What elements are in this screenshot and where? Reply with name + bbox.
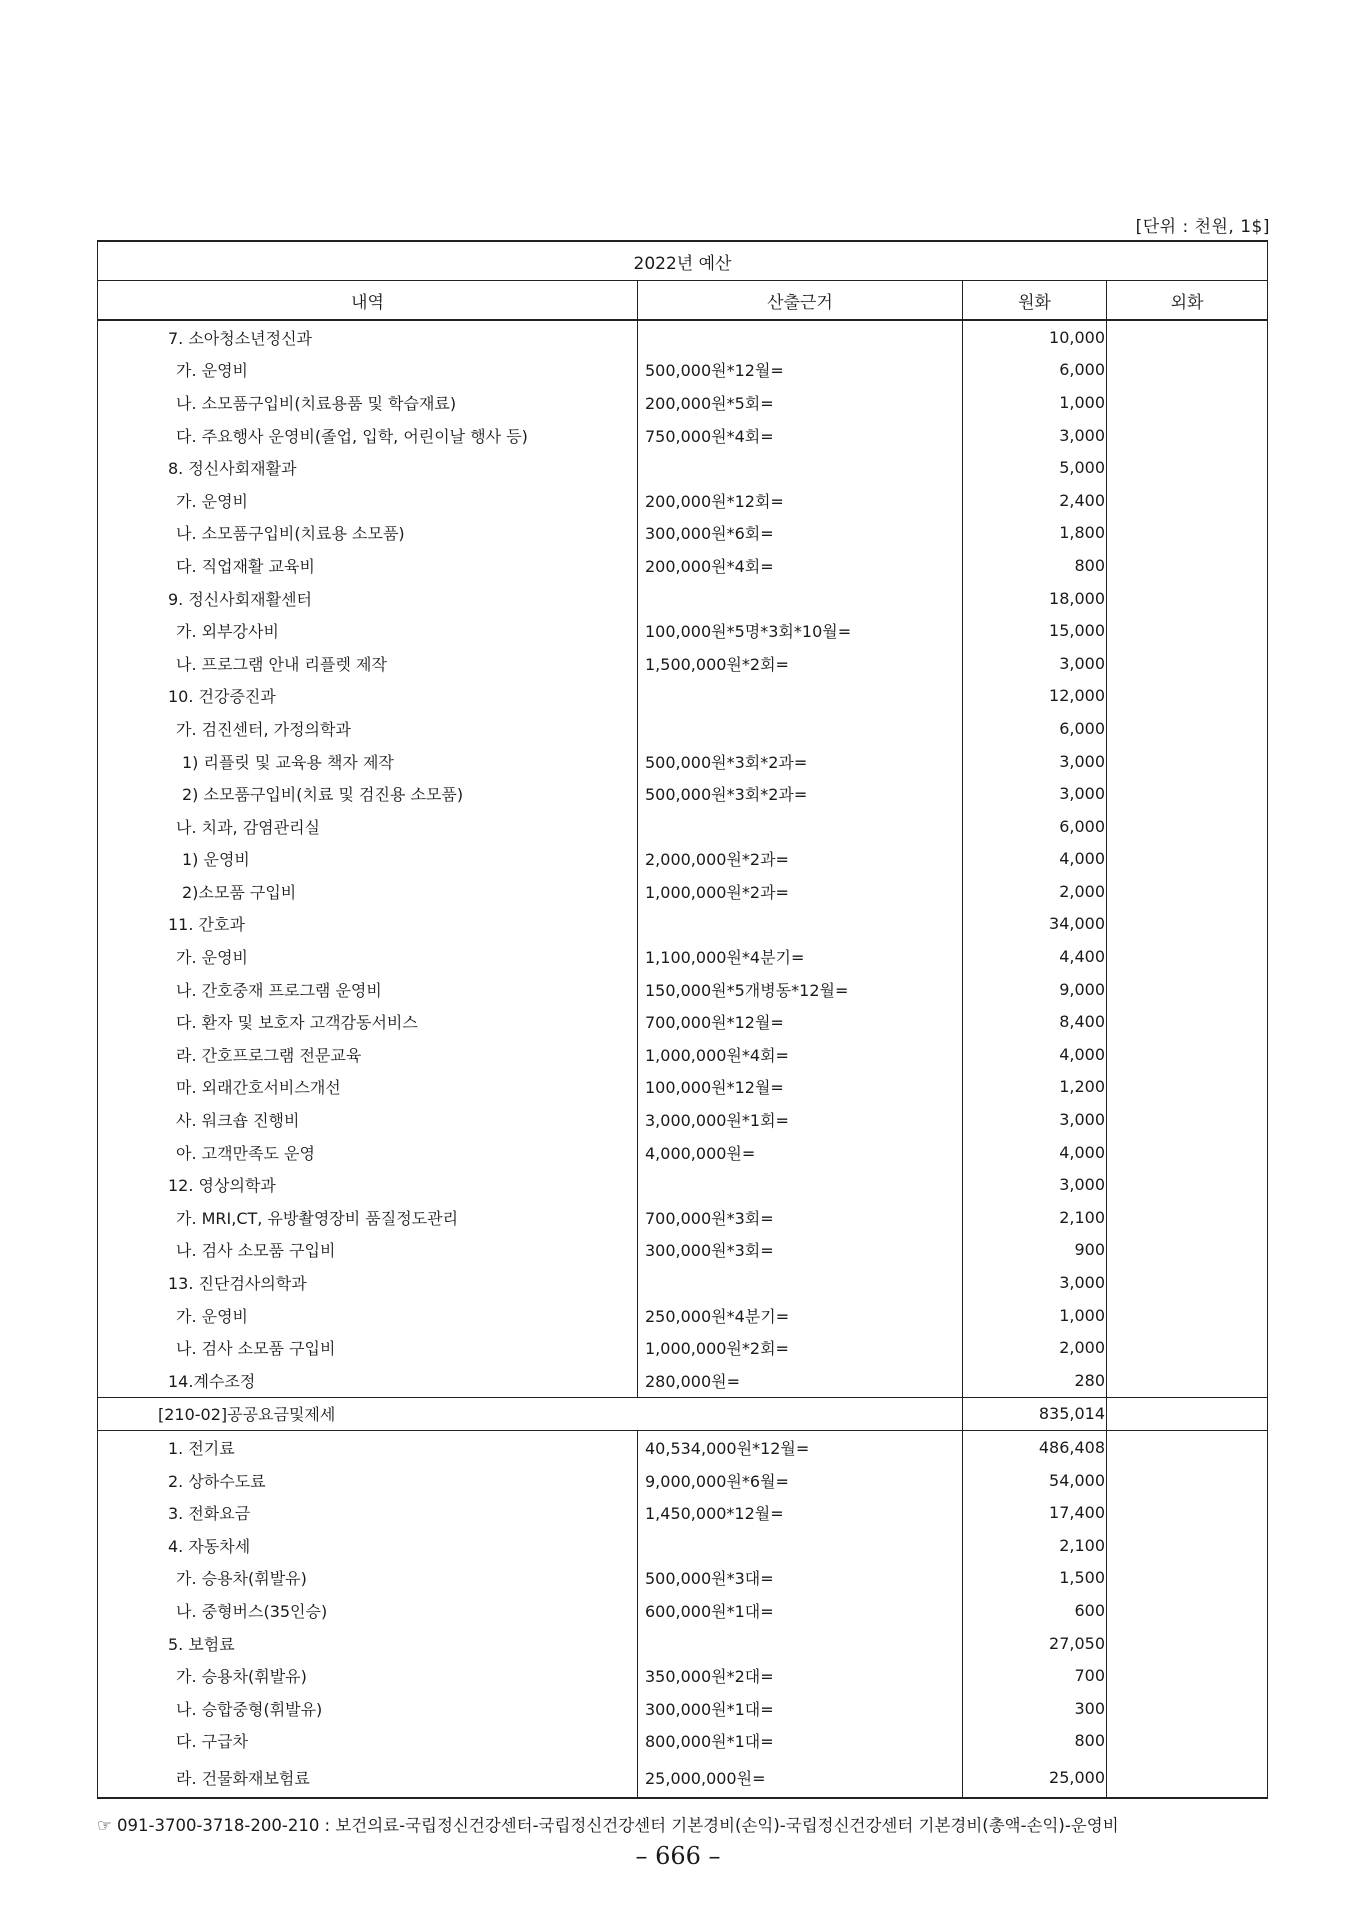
- table-row: [98, 1234, 1268, 1267]
- row-foreign: [1107, 1136, 1268, 1169]
- row-krw: 3,000: [963, 1266, 1107, 1299]
- table-row: [98, 582, 1268, 615]
- row-description: 2. 상하수도료: [98, 1464, 638, 1497]
- row-krw: 1,800: [963, 517, 1107, 550]
- row-foreign: [1107, 1038, 1268, 1071]
- table-row: [98, 1364, 1268, 1397]
- row-description: 2)소모품 구입비: [98, 875, 638, 908]
- table-row: [98, 1168, 1268, 1201]
- row-basis: 500,000원*3회*2과=: [638, 777, 963, 810]
- row-description: 11. 간호과: [98, 908, 638, 941]
- row-krw: 486,408: [963, 1431, 1107, 1464]
- row-basis: 600,000원*1대=: [638, 1594, 963, 1627]
- table-row: [98, 320, 1268, 354]
- row-description: 나. 소모품구입비(치료용 소모품): [98, 517, 638, 550]
- row-foreign: [1107, 1364, 1268, 1397]
- row-description: 사. 워크숍 진행비: [98, 1103, 638, 1136]
- row-krw: 4,000: [963, 843, 1107, 876]
- row-foreign: [1107, 1005, 1268, 1038]
- row-description: 나. 소모품구입비(치료용품 및 학습재료): [98, 386, 638, 419]
- row-basis: 150,000원*5개병동*12월=: [638, 973, 963, 1006]
- row-krw: 54,000: [963, 1464, 1107, 1497]
- row-description: 가. MRI,CT, 유방촬영장비 품질정도관리: [98, 1201, 638, 1234]
- row-basis: 1,000,000원*2회=: [638, 1331, 963, 1364]
- row-description: 12. 영상의학과: [98, 1168, 638, 1201]
- row-basis: 750,000원*4회=: [638, 419, 963, 452]
- table-row: [98, 973, 1268, 1006]
- table-row: [98, 1299, 1268, 1332]
- row-krw: 9,000: [963, 973, 1107, 1006]
- row-description: 9. 정신사회재활센터: [98, 582, 638, 615]
- row-description: 아. 고객만족도 운영: [98, 1136, 638, 1169]
- row-basis: 1,100,000원*4분기=: [638, 940, 963, 973]
- table-row: [98, 1464, 1268, 1497]
- row-basis: [638, 1266, 963, 1299]
- row-foreign: [1107, 1299, 1268, 1332]
- row-basis: 200,000원*4회=: [638, 549, 963, 582]
- table-row: [98, 843, 1268, 876]
- row-foreign: [1107, 614, 1268, 647]
- row-foreign: [1107, 810, 1268, 843]
- row-krw: 1,500: [963, 1562, 1107, 1595]
- row-basis: [638, 1168, 963, 1201]
- row-description: 가. 승용차(휘발유): [98, 1562, 638, 1595]
- table-row: [98, 354, 1268, 387]
- row-krw: 300: [963, 1692, 1107, 1725]
- row-foreign: [1107, 1168, 1268, 1201]
- row-foreign: [1107, 1234, 1268, 1267]
- row-krw: 3,000: [963, 647, 1107, 680]
- row-description: 가. 승용차(휘발유): [98, 1659, 638, 1692]
- row-krw: 700: [963, 1659, 1107, 1692]
- row-description: 나. 검사 소모품 구입비: [98, 1331, 638, 1364]
- section-title: [210-02]공공요금및제세: [98, 1397, 963, 1431]
- table-row: [98, 451, 1268, 484]
- table-row: [98, 1757, 1268, 1798]
- row-basis: 40,534,000원*12월=: [638, 1431, 963, 1464]
- row-foreign: [1107, 549, 1268, 582]
- row-basis: [638, 712, 963, 745]
- row-description: 14.계수조정: [98, 1364, 638, 1397]
- row-foreign: [1107, 1562, 1268, 1595]
- table-row: [98, 1005, 1268, 1038]
- row-basis: [638, 320, 963, 354]
- section-total: 835,014: [963, 1397, 1107, 1431]
- row-foreign: [1107, 908, 1268, 941]
- row-basis: 1,450,000*12월=: [638, 1496, 963, 1529]
- row-description: 가. 운영비: [98, 1299, 638, 1332]
- table-row: [98, 1103, 1268, 1136]
- table-row: [98, 875, 1268, 908]
- row-basis: 9,000,000원*6월=: [638, 1464, 963, 1497]
- row-description: 2) 소모품구입비(치료 및 검진용 소모품): [98, 777, 638, 810]
- row-description: 1) 리플릿 및 교육용 책자 제작: [98, 745, 638, 778]
- row-description: 1. 전기료: [98, 1431, 638, 1464]
- row-krw: 17,400: [963, 1496, 1107, 1529]
- table-row: [98, 1529, 1268, 1562]
- row-krw: 3,000: [963, 745, 1107, 778]
- row-foreign: [1107, 484, 1268, 517]
- section-foreign: [1107, 1397, 1268, 1431]
- row-description: 나. 검사 소모품 구입비: [98, 1234, 638, 1267]
- row-basis: 500,000원*3회*2과=: [638, 745, 963, 778]
- table-row: [98, 1659, 1268, 1692]
- row-basis: 500,000원*3대=: [638, 1562, 963, 1595]
- row-foreign: [1107, 354, 1268, 387]
- row-basis: 1,000,000원*4회=: [638, 1038, 963, 1071]
- table-row: [98, 1692, 1268, 1725]
- row-basis: 2,000,000원*2과=: [638, 843, 963, 876]
- row-krw: 5,000: [963, 451, 1107, 484]
- budget-rows-utility-part1: [98, 320, 1268, 1397]
- row-foreign: [1107, 1331, 1268, 1364]
- row-foreign: [1107, 1431, 1268, 1464]
- table-row: [98, 419, 1268, 452]
- row-krw: 27,050: [963, 1627, 1107, 1660]
- row-foreign: [1107, 582, 1268, 615]
- row-foreign: [1107, 1496, 1268, 1529]
- row-basis: 300,000원*6회=: [638, 517, 963, 550]
- row-description: 다. 주요행사 운영비(졸업, 입학, 어린이날 행사 등): [98, 419, 638, 452]
- table-row: [98, 1136, 1268, 1169]
- account-code-footnote: ☞ 091-3700-3718-200-210 : 보건의료-국립정신건강센터-국립정신건강센터 기본경비(손익)-국립정신건강센터 기본경비(총액-손익)-운영비: [97, 1816, 1119, 1835]
- table-row: [98, 1594, 1268, 1627]
- row-krw: 800: [963, 1725, 1107, 1758]
- row-krw: 2,000: [963, 1331, 1107, 1364]
- table-row: [98, 484, 1268, 517]
- row-basis: 3,000,000원*1회=: [638, 1103, 963, 1136]
- row-foreign: [1107, 1071, 1268, 1104]
- row-foreign: [1107, 1757, 1268, 1798]
- row-description: 4. 자동차세: [98, 1529, 638, 1562]
- table-row: [98, 517, 1268, 550]
- row-description: 1) 운영비: [98, 843, 638, 876]
- row-foreign: [1107, 940, 1268, 973]
- row-krw: 2,000: [963, 875, 1107, 908]
- row-foreign: [1107, 1103, 1268, 1136]
- row-description: 마. 외래간호서비스개선: [98, 1071, 638, 1104]
- row-description: 다. 직업재활 교육비: [98, 549, 638, 582]
- unit-note: [단위 : 천원, 1$]: [1135, 217, 1270, 237]
- row-basis: [638, 810, 963, 843]
- table-row: [98, 1627, 1268, 1660]
- row-krw: 10,000: [963, 320, 1107, 354]
- row-krw: 600: [963, 1594, 1107, 1627]
- table-row: [98, 777, 1268, 810]
- row-krw: 800: [963, 549, 1107, 582]
- row-foreign: [1107, 843, 1268, 876]
- row-krw: 1,000: [963, 386, 1107, 419]
- row-foreign: [1107, 1692, 1268, 1725]
- row-krw: 2,100: [963, 1529, 1107, 1562]
- row-description: 나. 치과, 감염관리실: [98, 810, 638, 843]
- row-description: 나. 간호중재 프로그램 운영비: [98, 973, 638, 1006]
- row-krw: 3,000: [963, 419, 1107, 452]
- row-description: 8. 정신사회재활과: [98, 451, 638, 484]
- row-krw: 6,000: [963, 712, 1107, 745]
- row-basis: 700,000원*12월=: [638, 1005, 963, 1038]
- table-row: [98, 1071, 1268, 1104]
- row-foreign: [1107, 1201, 1268, 1234]
- row-foreign: [1107, 1529, 1268, 1562]
- header-krw: 원화: [963, 281, 1107, 321]
- row-krw: 18,000: [963, 582, 1107, 615]
- table-row: [98, 549, 1268, 582]
- row-basis: 25,000,000원=: [638, 1757, 963, 1798]
- row-foreign: [1107, 1594, 1268, 1627]
- row-krw: 2,400: [963, 484, 1107, 517]
- row-foreign: [1107, 777, 1268, 810]
- row-krw: 34,000: [963, 908, 1107, 941]
- row-foreign: [1107, 712, 1268, 745]
- budget-section: [98, 1397, 1268, 1431]
- row-basis: 4,000,000원=: [638, 1136, 963, 1169]
- row-description: 나. 프로그램 안내 리플렛 제작: [98, 647, 638, 680]
- row-krw: 12,000: [963, 680, 1107, 713]
- row-krw: 4,000: [963, 1038, 1107, 1071]
- row-basis: [638, 1627, 963, 1660]
- table-row: [98, 680, 1268, 713]
- row-basis: 200,000원*5회=: [638, 386, 963, 419]
- row-krw: 4,400: [963, 940, 1107, 973]
- table-row: [98, 614, 1268, 647]
- row-krw: 2,100: [963, 1201, 1107, 1234]
- row-basis: 250,000원*4분기=: [638, 1299, 963, 1332]
- row-basis: 800,000원*1대=: [638, 1725, 963, 1758]
- row-basis: [638, 582, 963, 615]
- row-description: 가. 운영비: [98, 354, 638, 387]
- row-krw: 3,000: [963, 777, 1107, 810]
- row-description: 나. 승합중형(휘발유): [98, 1692, 638, 1725]
- table-row: [98, 1038, 1268, 1071]
- row-foreign: [1107, 875, 1268, 908]
- row-foreign: [1107, 1266, 1268, 1299]
- row-krw: 280: [963, 1364, 1107, 1397]
- table-title: 2022년 예산: [98, 241, 1268, 281]
- row-basis: [638, 680, 963, 713]
- table-row: [98, 940, 1268, 973]
- table-row: [98, 386, 1268, 419]
- row-basis: 1,000,000원*2과=: [638, 875, 963, 908]
- row-foreign: [1107, 451, 1268, 484]
- table-row: [98, 647, 1268, 680]
- row-basis: 200,000원*12회=: [638, 484, 963, 517]
- header-description: 내역: [98, 281, 638, 321]
- row-foreign: [1107, 1659, 1268, 1692]
- row-description: 가. 외부강사비: [98, 614, 638, 647]
- row-foreign: [1107, 647, 1268, 680]
- row-basis: [638, 908, 963, 941]
- row-description: 3. 전화요금: [98, 1496, 638, 1529]
- row-krw: 6,000: [963, 354, 1107, 387]
- row-basis: 500,000원*12월=: [638, 354, 963, 387]
- row-description: 나. 중형버스(35인승): [98, 1594, 638, 1627]
- budget-table: [97, 240, 1268, 1799]
- row-description: 다. 환자 및 보호자 고객감동서비스: [98, 1005, 638, 1038]
- table-row: [98, 1562, 1268, 1595]
- table-row: [98, 1431, 1268, 1464]
- table-row: [98, 1201, 1268, 1234]
- row-krw: 900: [963, 1234, 1107, 1267]
- row-description: 라. 간호프로그램 전문교육: [98, 1038, 638, 1071]
- row-description: 5. 보험료: [98, 1627, 638, 1660]
- row-basis: 100,000원*12월=: [638, 1071, 963, 1104]
- row-krw: 8,400: [963, 1005, 1107, 1038]
- row-description: 라. 건물화재보험료: [98, 1757, 638, 1798]
- row-description: 13. 진단검사의학과: [98, 1266, 638, 1299]
- table-row: [98, 1331, 1268, 1364]
- table-row: [98, 712, 1268, 745]
- row-foreign: [1107, 1464, 1268, 1497]
- row-description: 10. 건강증진과: [98, 680, 638, 713]
- row-description: 7. 소아청소년정신과: [98, 320, 638, 354]
- page-number: – 666 –: [635, 1842, 721, 1870]
- row-foreign: [1107, 680, 1268, 713]
- row-foreign: [1107, 320, 1268, 354]
- row-basis: 280,000원=: [638, 1364, 963, 1397]
- row-basis: 1,500,000원*2회=: [638, 647, 963, 680]
- row-foreign: [1107, 973, 1268, 1006]
- table-row: [98, 745, 1268, 778]
- table-row: [98, 1725, 1268, 1758]
- budget-rows-utility-part2: [98, 1431, 1268, 1798]
- table-row: [98, 810, 1268, 843]
- row-krw: 15,000: [963, 614, 1107, 647]
- row-description: 다. 구급차: [98, 1725, 638, 1758]
- table-row: [98, 908, 1268, 941]
- section-row: [98, 1397, 1268, 1431]
- row-basis: 300,000원*3회=: [638, 1234, 963, 1267]
- row-basis: 700,000원*3회=: [638, 1201, 963, 1234]
- row-foreign: [1107, 1725, 1268, 1758]
- row-foreign: [1107, 386, 1268, 419]
- row-basis: [638, 1529, 963, 1562]
- table-row: [98, 1266, 1268, 1299]
- row-basis: 100,000원*5명*3회*10월=: [638, 614, 963, 647]
- row-krw: 1,000: [963, 1299, 1107, 1332]
- table-row: [98, 1496, 1268, 1529]
- row-krw: 25,000: [963, 1757, 1107, 1798]
- row-krw: 3,000: [963, 1168, 1107, 1201]
- row-foreign: [1107, 745, 1268, 778]
- row-description: 가. 운영비: [98, 484, 638, 517]
- header-basis: 산출근거: [638, 281, 963, 321]
- row-description: 가. 운영비: [98, 940, 638, 973]
- header-foreign: 외화: [1107, 281, 1268, 321]
- row-basis: 350,000원*2대=: [638, 1659, 963, 1692]
- row-foreign: [1107, 1627, 1268, 1660]
- row-krw: 1,200: [963, 1071, 1107, 1104]
- row-foreign: [1107, 517, 1268, 550]
- row-basis: [638, 451, 963, 484]
- row-foreign: [1107, 419, 1268, 452]
- row-description: 가. 검진센터, 가정의학과: [98, 712, 638, 745]
- row-krw: 4,000: [963, 1136, 1107, 1169]
- row-basis: 300,000원*1대=: [638, 1692, 963, 1725]
- row-krw: 6,000: [963, 810, 1107, 843]
- row-krw: 3,000: [963, 1103, 1107, 1136]
